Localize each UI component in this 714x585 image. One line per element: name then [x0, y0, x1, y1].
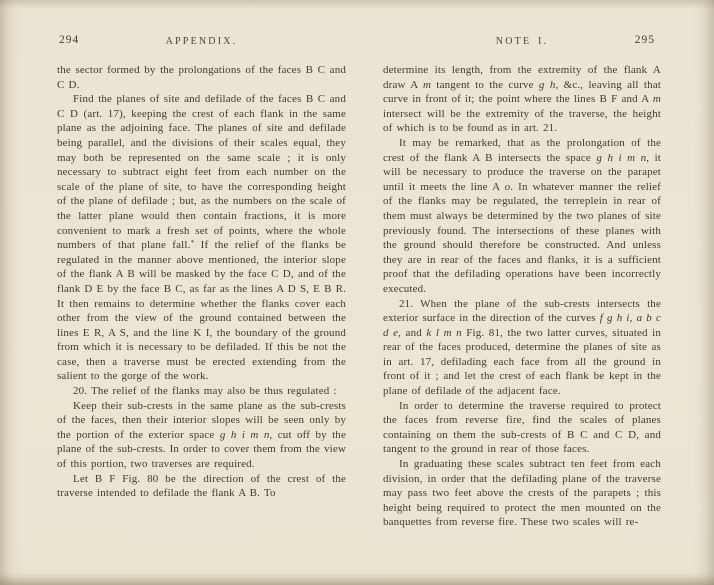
- page-left-body: [57, 63, 346, 501]
- page-right-body: [383, 63, 661, 530]
- paragraph: In graduating these scales subtract ten feet from each division, in order that the defilading plane of the traverse may pass two feet above the crests of the parapets ; this height being required to protect the men mounted on the banquettes from reverse fire. These two scales will re-: [383, 458, 661, 529]
- paragraph: Let B F Fig. 80 be the direction of the crest of the traverse intended to defilade the flank A B. To: [57, 472, 346, 500]
- paragraph: the sector formed by the prolongations of the faces B C and C D.: [57, 64, 346, 91]
- page-number-left: 294: [59, 34, 80, 46]
- page-number-right: 295: [634, 34, 655, 46]
- paragraph: It may be remarked, that as the prolongation of the crest of the flank A B intersects the space g h i m n, it will be necessary to produce the traverse on the parapet until it meets the line A o. In whatever manner the relief of the flanks may be regulated, the terreplein in rear of them must always be determined by the two planes of site previously found. The intersections of these planes with the ground should therefore be constructed. And unless they are in rear of the faces and flanks, it is a sufficient proof that the defilading operations have been incorrectly executed.: [383, 136, 662, 295]
- page-left: [57, 36, 346, 501]
- page-right-header: [383, 36, 661, 51]
- page-right: [383, 36, 661, 530]
- paragraph: 20. The relief of the flanks may also be thus regulated :: [73, 385, 337, 398]
- running-head-right: NOTE I.: [495, 36, 549, 47]
- paragraph: Find the planes of site and defilade of the faces B C and C D (art. 17), keeping the crest of each flank in the same plane as the adjoining face. The planes of site and defilade being parallel, and the divisions of their scales equal, they may both be represented on the same scale ; it is only necessary to subtract eight feet from each number on the scale of the plane of site, to have the corresponding height of the plane of defilade ; but, as the numbers on the scale of the latter plane would then contain fractions, it is more convenient to mark a fresh set of points, where the whole numbers of that plane fall.* If the relief of the flanks be regulated in the manner above mentioned, the interior slope of the flank A B will be masked by the face C D, and of the flank D E by the face B C, as far as the lines A D S, E B R. It then remains to determine whether the flanks cover each other from the view of the ground contained between the lines E R, A S, and the line K I, the boundary of the ground from which it is necessary to be defiladed. If this be not the case, then a traverse must be erected extending from the salient to the gorge of the work.: [57, 93, 346, 383]
- running-head-left: APPENDIX.: [165, 36, 238, 47]
- paragraph: In order to determine the traverse required to protect the faces from reverse fire, find the scales of planes containing on them the sub-crests of B C and C D, and tangent to the ground in rear of those faces.: [383, 399, 661, 456]
- paragraph: 21. When the plane of the sub-crests intersects the exterior surface in the direction of the curves f g h i, a b c d e, and k l m n Fig. 81, the two latter curves, situated in rear of the faces produced, determine the planes of site as in art. 17, defilading each face from all the ground in front of it ; and let the crest of each flank be kept in the plane of defilade of the adjacent face.: [383, 297, 662, 398]
- page-left-header: [57, 36, 346, 51]
- paragraph: Keep their sub-crests in the same plane as the sub-crests of the faces, then their interior slopes will be seen only by the portion of the exterior space g h i m n, cut off by the plane of the sub-crests. In order to cover them from the view of this portion, two traverses are required.: [57, 399, 346, 471]
- paragraph: determine its length, from the extremity of the flank A draw A m tangent to the curve g h, &c., leaving all that curve in front of it; the point where the lines B F and A m intersect will be the extremity of the traverse, the height of which is to be found as in art. 21.: [383, 64, 661, 135]
